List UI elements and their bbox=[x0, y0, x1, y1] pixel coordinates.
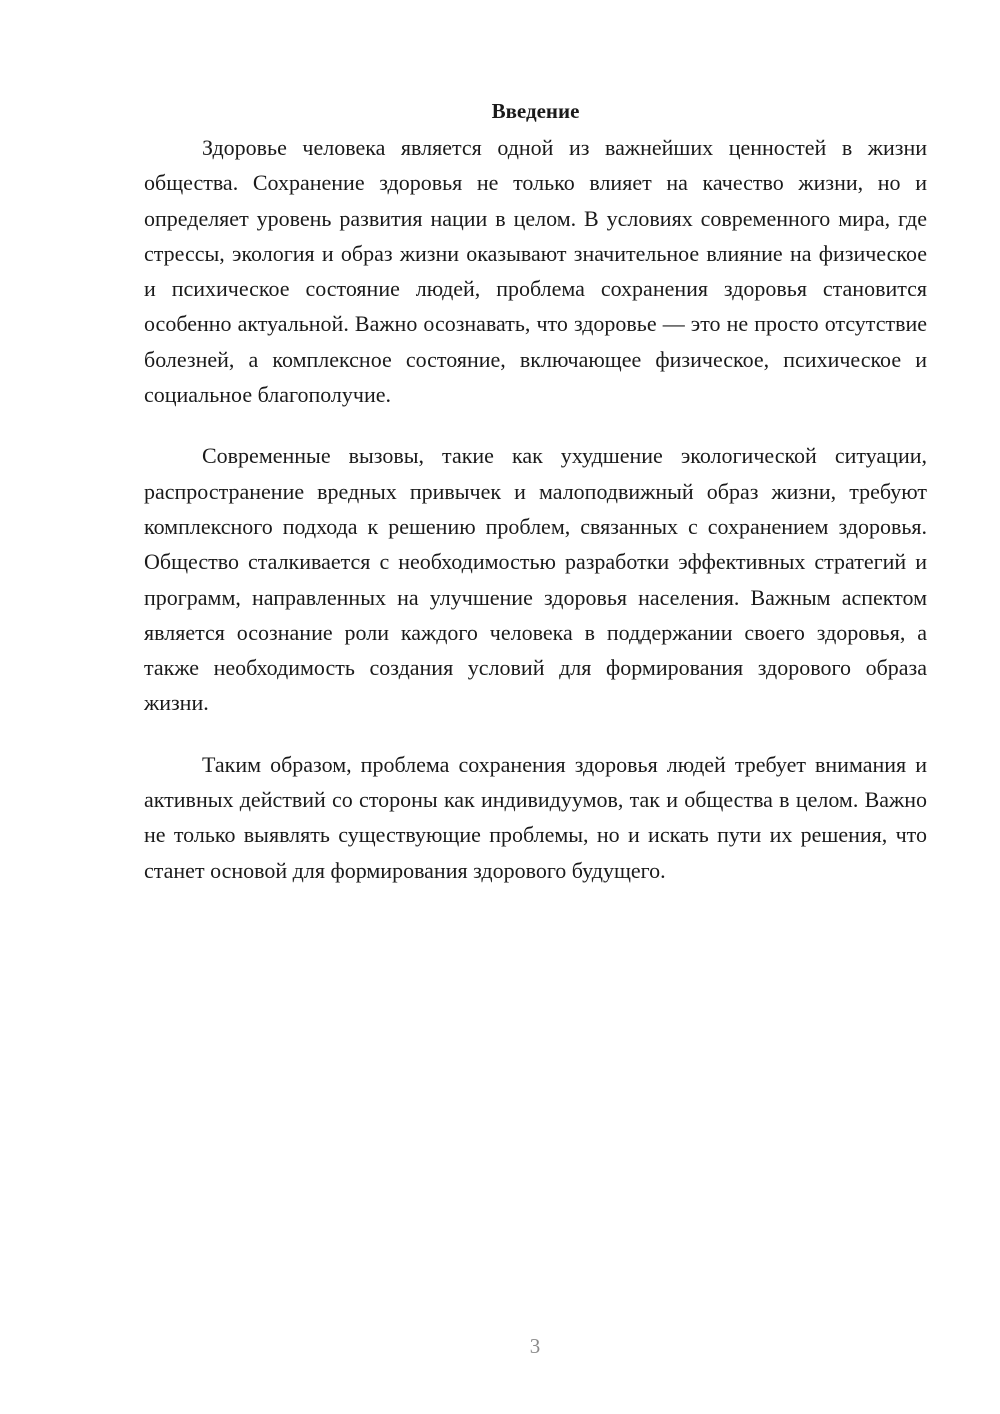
page-content bbox=[144, 96, 927, 914]
paragraph-3: Таким образом, проблема сохранения здоровья людей требует внимания и активных действий со стороны как индивидуумов, так и общества в целом. Важно не только выявлять существующие проблемы, но и искать пути их решения, что станет основой для формирования здорового будущего. bbox=[144, 751, 927, 883]
page-number: 3 bbox=[529, 1334, 541, 1358]
paragraph-2: Современные вызовы, такие как ухудшение экологической ситуации, распространение вредных привычек и малоподвижный образ жизни, требуют комплексного подхода к решению проблем, связанных с сохранением здоровья. Общество сталкивается с необходимостью разработки эффективных стратегий и программ, направленных на улучшение здоровья населения. Важным аспектом является осознание роли каждого человека в поддержании своего здоровья, а также необходимость создания условий для формирования здорового образа жизни. bbox=[144, 443, 927, 716]
paragraph-1: Здоровье человека является одной из важнейших ценностей в жизни общества. Сохранение здоровья не только влияет на качество жизни, но и определяет уровень развития нации в целом. В условиях современного мира, где стрессы, экология и образ жизни оказывают значительное влияние на физическое и психическое состояние людей, проблема сохранения здоровья становится особенно актуальной. Важно осознавать, что здоровье — это не просто отсутствие болезней, а комплексное состояние, включающее физическое, психическое и социальное благополучие. bbox=[144, 135, 927, 408]
section-heading: Введение bbox=[491, 99, 580, 123]
